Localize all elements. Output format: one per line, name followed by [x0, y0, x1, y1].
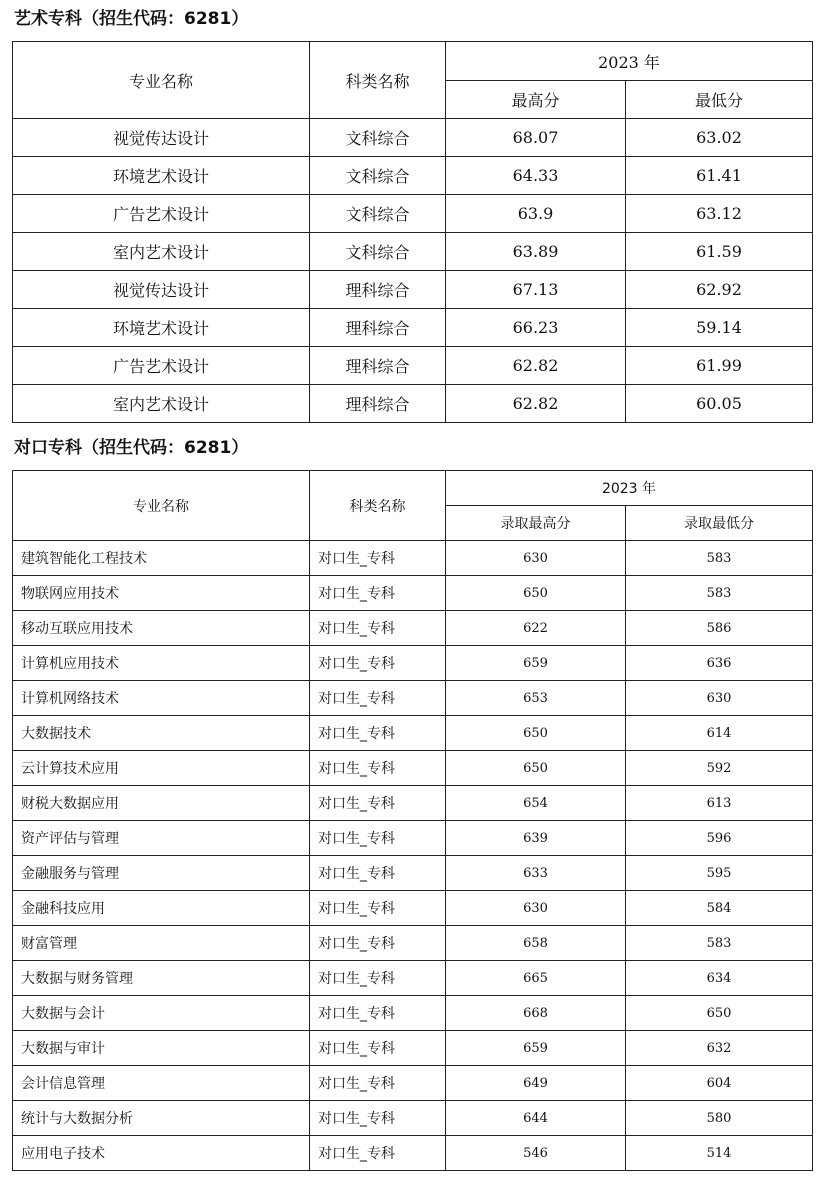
min-score-cell: 583 — [626, 576, 813, 611]
major-cell: 金融服务与管理 — [13, 856, 310, 891]
min-score-cell: 59.14 — [626, 309, 813, 347]
category-cell: 对口生_专科 — [310, 681, 446, 716]
major-cell: 环境艺术设计 — [13, 309, 310, 347]
table-row — [13, 157, 813, 195]
vocational-table-body — [13, 541, 813, 1171]
table-row — [13, 576, 813, 611]
major-cell: 云计算技术应用 — [13, 751, 310, 786]
min-score-cell: 634 — [626, 961, 813, 996]
category-cell: 理科综合 — [310, 385, 446, 423]
min-score-cell: 60.05 — [626, 385, 813, 423]
category-cell: 对口生_专科 — [310, 1101, 446, 1136]
table-row — [13, 1101, 813, 1136]
min-score-cell: 583 — [626, 541, 813, 576]
table-row — [13, 716, 813, 751]
major-cell: 广告艺术设计 — [13, 195, 310, 233]
table-row — [13, 891, 813, 926]
major-cell: 移动互联应用技术 — [13, 611, 310, 646]
max-score-cell: 62.82 — [446, 347, 626, 385]
header-year: 2023 年 — [446, 42, 813, 81]
table-row — [13, 681, 813, 716]
major-cell: 物联网应用技术 — [13, 576, 310, 611]
section-title-art: 艺术专科（招生代码：6281） — [14, 9, 249, 29]
table-row — [13, 541, 813, 576]
table-row — [13, 611, 813, 646]
category-cell: 对口生_专科 — [310, 821, 446, 856]
category-cell: 对口生_专科 — [310, 646, 446, 681]
min-score-cell: 61.99 — [626, 347, 813, 385]
max-score-cell: 63.89 — [446, 233, 626, 271]
table-row — [13, 271, 813, 309]
section-title-vocational: 对口专科（招生代码：6281） — [14, 438, 249, 458]
table-row — [13, 821, 813, 856]
category-cell: 对口生_专科 — [310, 716, 446, 751]
min-score-cell: 63.12 — [626, 195, 813, 233]
category-cell: 文科综合 — [310, 157, 446, 195]
table-row — [13, 856, 813, 891]
header-min-score: 最低分 — [626, 81, 813, 119]
major-cell: 建筑智能化工程技术 — [13, 541, 310, 576]
max-score-cell: 668 — [446, 996, 626, 1031]
max-score-cell: 650 — [446, 576, 626, 611]
major-cell: 室内艺术设计 — [13, 385, 310, 423]
table-row — [13, 309, 813, 347]
max-score-cell: 650 — [446, 716, 626, 751]
min-score-cell: 592 — [626, 751, 813, 786]
category-cell: 对口生_专科 — [310, 856, 446, 891]
art-admission-table — [12, 41, 813, 423]
major-cell: 视觉传达设计 — [13, 119, 310, 157]
min-score-cell: 632 — [626, 1031, 813, 1066]
max-score-cell: 653 — [446, 681, 626, 716]
min-score-cell: 580 — [626, 1101, 813, 1136]
major-cell: 会计信息管理 — [13, 1066, 310, 1101]
table-row — [13, 1031, 813, 1066]
category-cell: 对口生_专科 — [310, 961, 446, 996]
header-max-score: 最高分 — [446, 81, 626, 119]
category-cell: 对口生_专科 — [310, 926, 446, 961]
header-category: 科类名称 — [310, 471, 446, 541]
min-score-cell: 584 — [626, 891, 813, 926]
header-year: 2023 年 — [446, 471, 813, 506]
table-row — [13, 119, 813, 157]
major-cell: 大数据技术 — [13, 716, 310, 751]
category-cell: 对口生_专科 — [310, 576, 446, 611]
table-row — [13, 996, 813, 1031]
table-row — [13, 233, 813, 271]
table-row — [13, 786, 813, 821]
art-table-body — [13, 119, 813, 423]
header-max-score: 录取最高分 — [446, 506, 626, 541]
major-cell: 计算机网络技术 — [13, 681, 310, 716]
min-score-cell: 595 — [626, 856, 813, 891]
major-cell: 广告艺术设计 — [13, 347, 310, 385]
max-score-cell: 68.07 — [446, 119, 626, 157]
major-cell: 资产评估与管理 — [13, 821, 310, 856]
table-row — [13, 751, 813, 786]
max-score-cell: 630 — [446, 891, 626, 926]
category-cell: 文科综合 — [310, 195, 446, 233]
min-score-cell: 583 — [626, 926, 813, 961]
max-score-cell: 649 — [446, 1066, 626, 1101]
max-score-cell: 665 — [446, 961, 626, 996]
major-cell: 大数据与审计 — [13, 1031, 310, 1066]
category-cell: 对口生_专科 — [310, 751, 446, 786]
category-cell: 对口生_专科 — [310, 1066, 446, 1101]
major-cell: 金融科技应用 — [13, 891, 310, 926]
max-score-cell: 66.23 — [446, 309, 626, 347]
max-score-cell: 64.33 — [446, 157, 626, 195]
max-score-cell: 659 — [446, 646, 626, 681]
header-category: 科类名称 — [310, 42, 446, 119]
category-cell: 对口生_专科 — [310, 891, 446, 926]
min-score-cell: 514 — [626, 1136, 813, 1171]
min-score-cell: 61.59 — [626, 233, 813, 271]
max-score-cell: 622 — [446, 611, 626, 646]
major-cell: 财税大数据应用 — [13, 786, 310, 821]
max-score-cell: 630 — [446, 541, 626, 576]
category-cell: 文科综合 — [310, 119, 446, 157]
max-score-cell: 650 — [446, 751, 626, 786]
max-score-cell: 62.82 — [446, 385, 626, 423]
max-score-cell: 633 — [446, 856, 626, 891]
max-score-cell: 546 — [446, 1136, 626, 1171]
header-min-score: 录取最低分 — [626, 506, 813, 541]
min-score-cell: 596 — [626, 821, 813, 856]
max-score-cell: 67.13 — [446, 271, 626, 309]
category-cell: 对口生_专科 — [310, 1031, 446, 1066]
category-cell: 对口生_专科 — [310, 611, 446, 646]
max-score-cell: 639 — [446, 821, 626, 856]
min-score-cell: 650 — [626, 996, 813, 1031]
table-row — [13, 1136, 813, 1171]
category-cell: 对口生_专科 — [310, 786, 446, 821]
major-cell: 计算机应用技术 — [13, 646, 310, 681]
major-cell: 财富管理 — [13, 926, 310, 961]
table-row — [13, 646, 813, 681]
table-row — [13, 385, 813, 423]
max-score-cell: 658 — [446, 926, 626, 961]
table-row — [13, 1066, 813, 1101]
major-cell: 视觉传达设计 — [13, 271, 310, 309]
table-row — [13, 926, 813, 961]
category-cell: 对口生_专科 — [310, 996, 446, 1031]
min-score-cell: 61.41 — [626, 157, 813, 195]
min-score-cell: 636 — [626, 646, 813, 681]
major-cell: 统计与大数据分析 — [13, 1101, 310, 1136]
table-row — [13, 195, 813, 233]
header-major: 专业名称 — [13, 471, 310, 541]
min-score-cell: 604 — [626, 1066, 813, 1101]
min-score-cell: 613 — [626, 786, 813, 821]
min-score-cell: 63.02 — [626, 119, 813, 157]
table-row — [13, 347, 813, 385]
category-cell: 对口生_专科 — [310, 541, 446, 576]
min-score-cell: 62.92 — [626, 271, 813, 309]
max-score-cell: 644 — [446, 1101, 626, 1136]
category-cell: 理科综合 — [310, 309, 446, 347]
major-cell: 室内艺术设计 — [13, 233, 310, 271]
major-cell: 大数据与会计 — [13, 996, 310, 1031]
major-cell: 大数据与财务管理 — [13, 961, 310, 996]
category-cell: 理科综合 — [310, 271, 446, 309]
category-cell: 文科综合 — [310, 233, 446, 271]
min-score-cell: 586 — [626, 611, 813, 646]
major-cell: 环境艺术设计 — [13, 157, 310, 195]
min-score-cell: 630 — [626, 681, 813, 716]
table-row — [13, 961, 813, 996]
max-score-cell: 63.9 — [446, 195, 626, 233]
vocational-admission-table — [12, 470, 813, 1171]
max-score-cell: 659 — [446, 1031, 626, 1066]
max-score-cell: 654 — [446, 786, 626, 821]
header-major: 专业名称 — [13, 42, 310, 119]
category-cell: 对口生_专科 — [310, 1136, 446, 1171]
min-score-cell: 614 — [626, 716, 813, 751]
major-cell: 应用电子技术 — [13, 1136, 310, 1171]
category-cell: 理科综合 — [310, 347, 446, 385]
